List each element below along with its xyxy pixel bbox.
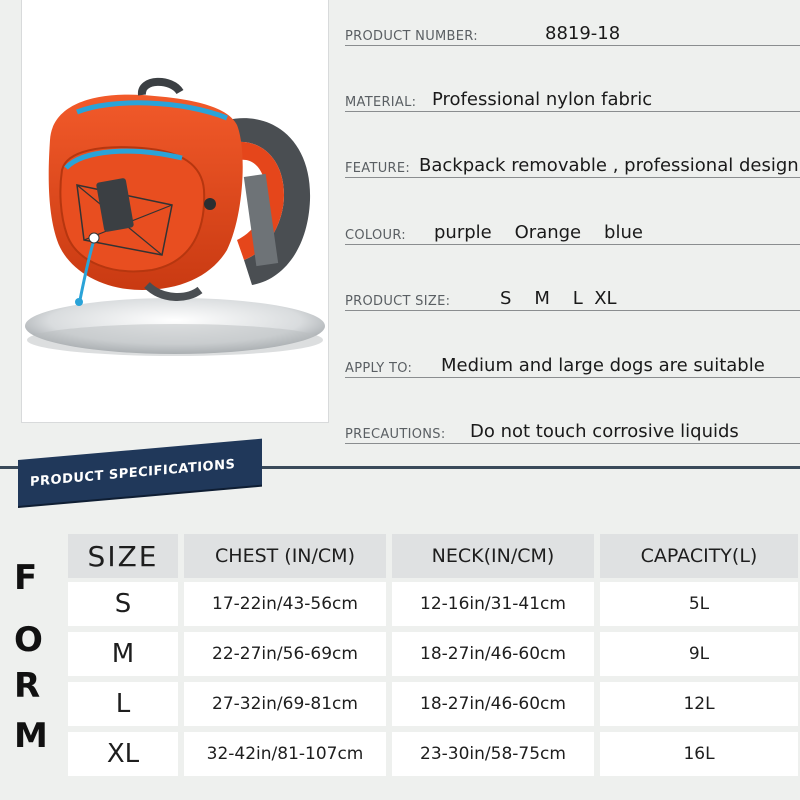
divider-line [345, 111, 800, 112]
product-photo [22, 0, 328, 422]
table-header-cell: NECK(IN/CM) [392, 534, 594, 578]
spec-value: 8819-18 [545, 23, 621, 44]
side-letter: F [14, 558, 38, 598]
table-cell: 12-16in/31-41cm [392, 582, 594, 626]
divider-line [345, 244, 800, 245]
spec-feature [345, 132, 800, 178]
table-header-row [64, 534, 800, 578]
table-header-cell: SIZE [68, 534, 178, 578]
table-cell: L [68, 682, 178, 726]
table-cell: 18-27in/46-60cm [392, 632, 594, 676]
table-cell: 18-27in/46-60cm [392, 682, 594, 726]
spec-material [345, 66, 800, 112]
spec-value: S M L XL [500, 288, 617, 309]
spec-value: Professional nylon fabric [432, 89, 653, 110]
spec-value: purple Orange blue [434, 222, 643, 243]
divider-line [345, 377, 800, 378]
table-cell: M [68, 632, 178, 676]
banner-title: PRODUCT SPECIFICATIONS [30, 456, 236, 490]
table-cell: 16L [600, 732, 798, 776]
table-row [64, 682, 800, 726]
spec-product-size [345, 265, 800, 311]
table-cell: 27-32in/69-81cm [184, 682, 386, 726]
spec-value: Do not touch corrosive liquids [470, 421, 739, 442]
form-side-label [0, 536, 58, 800]
table-header-cell: CHEST (IN/CM) [184, 534, 386, 578]
spec-label: APPLY TO: [345, 361, 413, 376]
divider-line [345, 177, 800, 178]
divider-line [345, 45, 800, 46]
table-cell: 22-27in/56-69cm [184, 632, 386, 676]
table-header-cell: CAPACITY(L) [600, 534, 798, 578]
table-cell: 32-42in/81-107cm [184, 732, 386, 776]
table-cell: 9L [600, 632, 798, 676]
side-letter: O [14, 620, 43, 660]
table-row [64, 732, 800, 776]
table-cell: S [68, 582, 178, 626]
spec-label: PRODUCT SIZE: [345, 294, 451, 309]
spec-apply-to [345, 332, 800, 378]
spec-value: Backpack removable , professional design [419, 155, 799, 176]
spec-value: Medium and large dogs are suitable [441, 355, 765, 376]
table-cell: 17-22in/43-56cm [184, 582, 386, 626]
table-cell: 23-30in/58-75cm [392, 732, 594, 776]
spec-colour [345, 199, 800, 245]
spec-label: PRODUCT NUMBER: [345, 29, 478, 44]
table-cell: 5L [600, 582, 798, 626]
side-letter: R [14, 666, 41, 706]
spec-label: FEATURE: [345, 161, 411, 176]
spec-label: PRECAUTIONS: [345, 427, 446, 442]
table-cell: 12L [600, 682, 798, 726]
spec-label: COLOUR: [345, 228, 406, 243]
divider-line [345, 310, 800, 311]
divider-line [345, 443, 800, 444]
backpack-illustration [22, 0, 328, 422]
spec-product-number [345, 0, 800, 46]
table-row [64, 632, 800, 676]
table-cell: XL [68, 732, 178, 776]
spec-precautions [345, 398, 800, 444]
side-letter: M [14, 716, 48, 756]
table-row [64, 582, 800, 626]
spec-label: MATERIAL: [345, 95, 417, 110]
